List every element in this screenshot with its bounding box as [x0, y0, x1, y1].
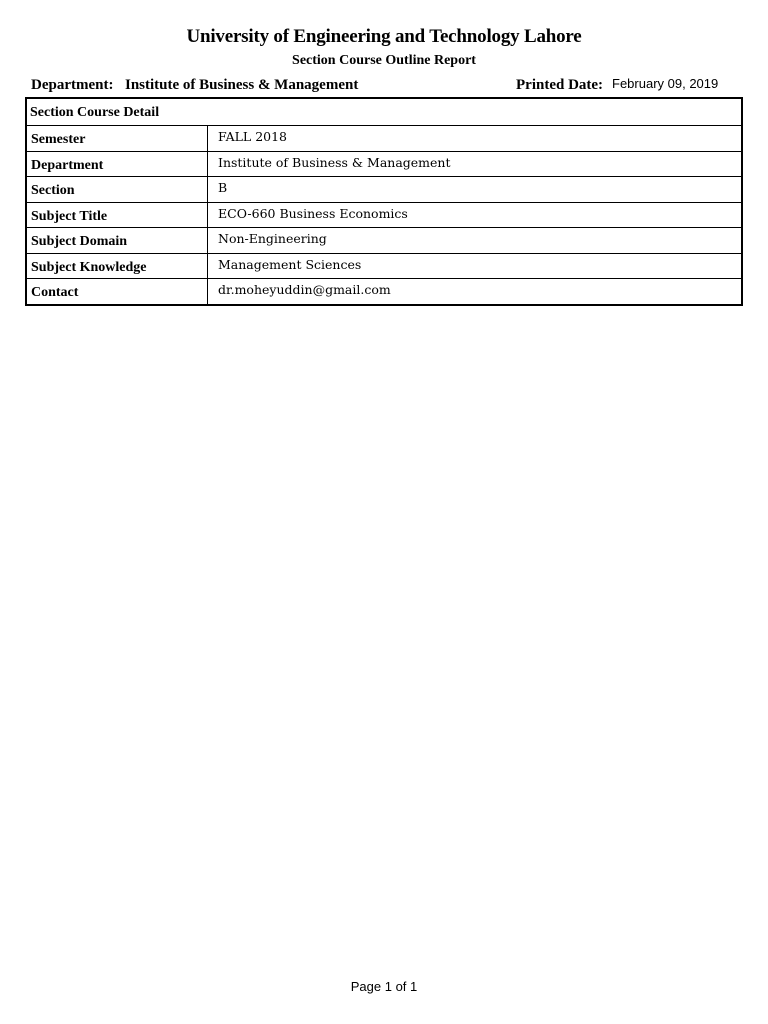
page-number: Page 1 of 1: [350, 979, 418, 994]
table-row-subject-title: [27, 203, 741, 229]
table-row-semester: [27, 126, 741, 152]
printed-date-label: Printed Date:: [516, 77, 604, 93]
row-label: Semester: [27, 126, 208, 151]
table-row-section: [27, 177, 741, 203]
department-label: Department:: [31, 77, 114, 93]
row-value: Management Sciences: [218, 256, 362, 272]
page-title: University of Engineering and Technology Lahore: [186, 26, 582, 47]
row-label: Section: [27, 177, 208, 202]
row-label: Subject Domain: [27, 228, 208, 253]
table-row-department: [27, 152, 741, 178]
table-row-subject-domain: [27, 228, 741, 254]
row-value: ECO-660 Business Economics: [218, 205, 408, 221]
section-course-detail-table: [25, 97, 743, 306]
row-value: Institute of Business & Management: [218, 154, 451, 170]
row-label: Department: [27, 152, 208, 177]
row-value: Non-Engineering: [218, 231, 327, 246]
table-heading: Section Course Detail: [27, 99, 741, 126]
row-label: Subject Title: [27, 203, 208, 228]
row-label: Subject Knowledge: [27, 254, 208, 279]
row-value: B: [218, 180, 228, 195]
row-label: Contact: [27, 279, 208, 304]
row-value: FALL 2018: [218, 129, 288, 144]
report-subtitle: Section Course Outline Report: [292, 53, 476, 68]
table-row-contact: [27, 279, 741, 304]
department-value: Institute of Business & Management: [125, 77, 359, 93]
contact-email: dr.moheyuddin@gmail.com: [218, 282, 391, 297]
table-row-subject-knowledge: [27, 254, 741, 280]
printed-date-value: February 09, 2019: [612, 76, 719, 91]
